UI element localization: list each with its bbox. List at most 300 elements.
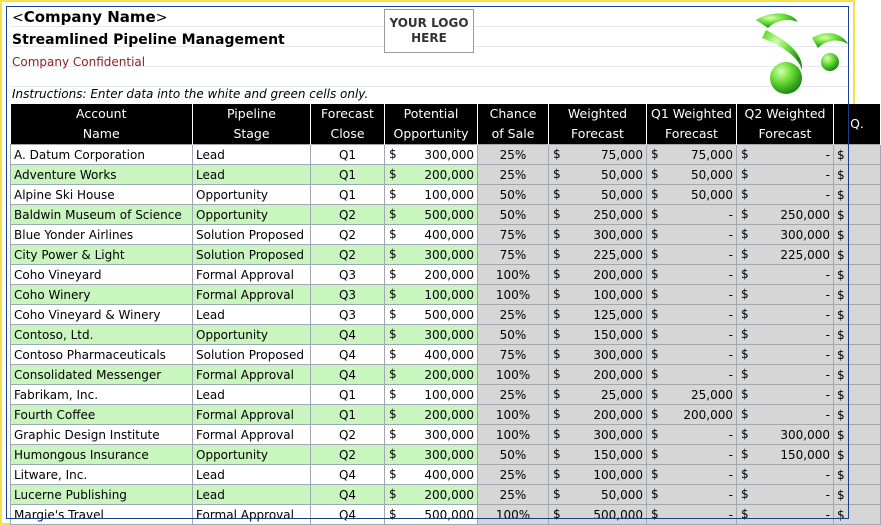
potential-opportunity-cell[interactable] <box>385 165 478 185</box>
pipeline-stage-cell[interactable]: Lead <box>193 145 311 165</box>
amount: - <box>728 467 733 482</box>
amount: 200,000 <box>424 267 474 282</box>
sheet-header <box>10 6 850 102</box>
next-quarter-cell[interactable] <box>834 505 881 525</box>
account-name-cell[interactable]: A. Datum Corporation <box>11 145 193 165</box>
currency-symbol: $ <box>741 507 749 521</box>
currency-symbol: $ <box>553 247 561 261</box>
q1-weighted-forecast-cell[interactable] <box>647 285 737 305</box>
next-quarter-cell[interactable] <box>834 325 881 345</box>
weighted-forecast-cell[interactable] <box>549 465 647 485</box>
pipeline-stage-cell[interactable]: Lead <box>193 385 311 405</box>
weighted-forecast-cell[interactable] <box>549 305 647 325</box>
amount: - <box>825 387 830 402</box>
currency-symbol: $ <box>741 447 749 461</box>
potential-opportunity-cell[interactable] <box>385 365 478 385</box>
weighted-forecast-cell[interactable] <box>549 485 647 505</box>
forecast-close-cell[interactable]: Q4 <box>311 465 385 485</box>
pipeline-stage-cell[interactable]: Formal Approval <box>193 365 311 385</box>
column-header[interactable] <box>834 104 881 145</box>
q2-weighted-forecast-cell[interactable] <box>737 245 834 265</box>
currency-symbol: $ <box>837 507 845 522</box>
excel-logo-icon <box>738 8 856 100</box>
amount: 300,000 <box>780 227 830 242</box>
forecast-close-cell[interactable]: Q3 <box>311 265 385 285</box>
potential-opportunity-cell[interactable] <box>385 185 478 205</box>
q1-weighted-forecast-cell[interactable] <box>647 385 737 405</box>
q2-weighted-forecast-cell[interactable] <box>737 385 834 405</box>
weighted-forecast-cell[interactable] <box>549 245 647 265</box>
weighted-forecast-cell[interactable] <box>549 325 647 345</box>
q1-weighted-forecast-cell[interactable] <box>647 445 737 465</box>
currency-symbol: $ <box>651 407 659 421</box>
amount: 100,000 <box>593 467 643 482</box>
forecast-close-cell[interactable]: Q2 <box>311 425 385 445</box>
amount: - <box>728 247 733 262</box>
forecast-close-cell[interactable]: Q4 <box>311 505 385 525</box>
currency-symbol: $ <box>389 447 397 461</box>
weighted-forecast-cell[interactable] <box>549 265 647 285</box>
account-name-cell[interactable]: Alpine Ski House <box>11 185 193 205</box>
table-body <box>11 145 881 525</box>
column-header[interactable] <box>478 104 549 145</box>
account-name-cell[interactable]: Consolidated Messenger <box>11 365 193 385</box>
q2-weighted-forecast-cell[interactable] <box>737 305 834 325</box>
weighted-forecast-cell[interactable] <box>549 425 647 445</box>
forecast-close-cell[interactable]: Q1 <box>311 165 385 185</box>
column-header[interactable] <box>385 104 478 145</box>
amount: - <box>825 187 830 202</box>
currency-symbol: $ <box>741 247 749 261</box>
account-name-cell[interactable]: Fabrikam, Inc. <box>11 385 193 405</box>
logo-placeholder[interactable] <box>384 9 474 53</box>
currency-symbol: $ <box>651 307 659 321</box>
forecast-close-cell[interactable]: Q1 <box>311 145 385 165</box>
column-header[interactable] <box>311 104 385 145</box>
currency-symbol: $ <box>389 287 397 301</box>
chance-of-sale-cell[interactable]: 50% <box>478 445 549 465</box>
currency-symbol: $ <box>651 267 659 281</box>
column-header[interactable] <box>193 104 311 145</box>
q1-weighted-forecast-cell[interactable] <box>647 465 737 485</box>
table-row <box>11 485 881 505</box>
account-name-cell[interactable]: Contoso Pharmaceuticals <box>11 345 193 365</box>
forecast-close-cell[interactable]: Q4 <box>311 325 385 345</box>
currency-symbol: $ <box>741 307 749 321</box>
q2-weighted-forecast-cell[interactable] <box>737 345 834 365</box>
q2-weighted-forecast-cell[interactable] <box>737 145 834 165</box>
chance-of-sale-cell[interactable]: 75% <box>478 225 549 245</box>
currency-symbol: $ <box>553 447 561 461</box>
account-name-cell[interactable]: Adventure Works <box>11 165 193 185</box>
amount: 500,000 <box>424 207 474 222</box>
q2-weighted-forecast-cell[interactable] <box>737 425 834 445</box>
column-header-line2: Forecast <box>758 126 812 141</box>
forecast-close-cell[interactable]: Q4 <box>311 485 385 505</box>
currency-symbol: $ <box>389 367 397 381</box>
currency-symbol: $ <box>389 207 397 221</box>
chance-of-sale-cell[interactable]: 25% <box>478 385 549 405</box>
pipeline-stage-cell[interactable]: Opportunity <box>193 325 311 345</box>
pipeline-stage-cell[interactable]: Solution Proposed <box>193 345 311 365</box>
currency-symbol: $ <box>837 227 845 242</box>
column-header-line2: Forecast <box>665 126 718 141</box>
forecast-close-cell[interactable]: Q1 <box>311 405 385 425</box>
potential-opportunity-cell[interactable] <box>385 325 478 345</box>
weighted-forecast-cell[interactable] <box>549 405 647 425</box>
q2-weighted-forecast-cell[interactable] <box>737 505 834 525</box>
amount: 300,000 <box>424 427 474 442</box>
currency-symbol: $ <box>389 347 397 361</box>
currency-symbol: $ <box>389 147 397 161</box>
currency-symbol: $ <box>741 327 749 341</box>
potential-opportunity-cell[interactable] <box>385 145 478 165</box>
amount: 50,000 <box>601 167 643 182</box>
currency-symbol: $ <box>651 347 659 361</box>
forecast-close-cell[interactable]: Q1 <box>311 385 385 405</box>
q2-weighted-forecast-cell[interactable] <box>737 485 834 505</box>
column-header-line2: Name <box>82 126 120 141</box>
column-header-line2: Stage <box>233 126 270 141</box>
next-quarter-cell[interactable] <box>834 445 881 465</box>
chance-of-sale-cell[interactable]: 25% <box>478 165 549 185</box>
potential-opportunity-cell[interactable] <box>385 305 478 325</box>
chance-of-sale-cell[interactable]: 100% <box>478 265 549 285</box>
amount: 150,000 <box>780 447 830 462</box>
potential-opportunity-cell[interactable] <box>385 285 478 305</box>
potential-opportunity-cell[interactable] <box>385 205 478 225</box>
potential-opportunity-cell[interactable] <box>385 445 478 465</box>
currency-symbol: $ <box>741 367 749 381</box>
potential-opportunity-cell[interactable] <box>385 465 478 485</box>
q2-weighted-forecast-cell[interactable] <box>737 465 834 485</box>
forecast-close-cell[interactable]: Q2 <box>311 245 385 265</box>
next-quarter-cell[interactable] <box>834 345 881 365</box>
currency-symbol: $ <box>553 207 561 221</box>
column-header-line1: Forecast <box>321 106 374 121</box>
currency-symbol: $ <box>651 167 659 181</box>
forecast-close-cell[interactable]: Q2 <box>311 225 385 245</box>
instructions-text[interactable]: Instructions: Enter data into the white and green cells only. <box>12 87 369 101</box>
next-quarter-cell[interactable] <box>834 165 881 185</box>
chance-of-sale-cell[interactable]: 100% <box>478 405 549 425</box>
confidential-label[interactable]: Company Confidential <box>12 55 146 69</box>
chance-of-sale-cell[interactable]: 50% <box>478 185 549 205</box>
currency-symbol: $ <box>389 487 397 501</box>
pipeline-stage-cell[interactable]: Formal Approval <box>193 265 311 285</box>
currency-symbol: $ <box>553 187 561 201</box>
amount: 50,000 <box>601 187 643 202</box>
currency-symbol: $ <box>389 327 397 341</box>
next-quarter-cell[interactable] <box>834 365 881 385</box>
q1-weighted-forecast-cell[interactable] <box>647 225 737 245</box>
column-header-line2: Close <box>330 126 365 141</box>
potential-opportunity-cell[interactable] <box>385 265 478 285</box>
table-row <box>11 245 881 265</box>
account-name-cell[interactable]: Coho Winery <box>11 285 193 305</box>
amount: 200,000 <box>683 407 733 422</box>
amount: - <box>728 447 733 462</box>
amount: 300,000 <box>424 327 474 342</box>
pipeline-stage-cell[interactable]: Formal Approval <box>193 405 311 425</box>
next-quarter-cell[interactable] <box>834 145 881 165</box>
next-quarter-cell[interactable] <box>834 205 881 225</box>
potential-opportunity-cell[interactable] <box>385 385 478 405</box>
currency-symbol: $ <box>389 187 397 201</box>
table-row <box>11 325 881 345</box>
next-quarter-cell[interactable] <box>834 225 881 245</box>
amount: - <box>825 147 830 162</box>
account-name-cell[interactable]: Fourth Coffee <box>11 405 193 425</box>
weighted-forecast-cell[interactable] <box>549 345 647 365</box>
forecast-close-cell[interactable]: Q2 <box>311 445 385 465</box>
next-quarter-cell[interactable] <box>834 185 881 205</box>
chance-of-sale-cell[interactable]: 75% <box>478 245 549 265</box>
pipeline-stage-cell[interactable]: Opportunity <box>193 185 311 205</box>
currency-symbol: $ <box>389 167 397 181</box>
weighted-forecast-cell[interactable] <box>549 145 647 165</box>
currency-symbol: $ <box>651 447 659 461</box>
q1-weighted-forecast-cell[interactable] <box>647 305 737 325</box>
logo-placeholder-line2: HERE <box>411 31 447 45</box>
chance-of-sale-cell[interactable]: 75% <box>478 345 549 365</box>
currency-symbol: $ <box>741 207 749 221</box>
column-header[interactable] <box>647 104 737 145</box>
q1-weighted-forecast-cell[interactable] <box>647 145 737 165</box>
q1-weighted-forecast-cell[interactable] <box>647 165 737 185</box>
account-name-cell[interactable]: Litware, Inc. <box>11 465 193 485</box>
q1-weighted-forecast-cell[interactable] <box>647 325 737 345</box>
currency-symbol: $ <box>837 187 845 202</box>
next-quarter-cell[interactable] <box>834 405 881 425</box>
potential-opportunity-cell[interactable] <box>385 485 478 505</box>
column-header[interactable] <box>11 104 193 145</box>
chance-of-sale-cell[interactable]: 25% <box>478 485 549 505</box>
weighted-forecast-cell[interactable] <box>549 385 647 405</box>
pipeline-stage-cell[interactable]: Lead <box>193 485 311 505</box>
table-row <box>11 445 881 465</box>
weighted-forecast-cell[interactable] <box>549 505 647 525</box>
weighted-forecast-cell[interactable] <box>549 285 647 305</box>
amount: 100,000 <box>424 287 474 302</box>
currency-symbol: $ <box>837 207 845 222</box>
q1-weighted-forecast-cell[interactable] <box>647 365 737 385</box>
weighted-forecast-cell[interactable] <box>549 185 647 205</box>
q1-weighted-forecast-cell[interactable] <box>647 185 737 205</box>
currency-symbol: $ <box>741 487 749 501</box>
currency-symbol: $ <box>651 367 659 381</box>
currency-symbol: $ <box>651 467 659 481</box>
column-header[interactable] <box>737 104 834 145</box>
amount: 200,000 <box>424 167 474 182</box>
forecast-close-cell[interactable]: Q3 <box>311 285 385 305</box>
amount: 225,000 <box>593 247 643 262</box>
next-quarter-cell[interactable] <box>834 265 881 285</box>
chance-of-sale-cell[interactable]: 50% <box>478 205 549 225</box>
currency-symbol: $ <box>389 467 397 481</box>
pipeline-stage-cell[interactable]: Solution Proposed <box>193 225 311 245</box>
amount: - <box>728 287 733 302</box>
account-name-cell[interactable]: Coho Vineyard <box>11 265 193 285</box>
account-name-cell[interactable]: City Power & Light <box>11 245 193 265</box>
q1-weighted-forecast-cell[interactable] <box>647 505 737 525</box>
amount: 25,000 <box>601 387 643 402</box>
chance-of-sale-cell[interactable]: 100% <box>478 285 549 305</box>
q1-weighted-forecast-cell[interactable] <box>647 245 737 265</box>
table-row <box>11 405 881 425</box>
currency-symbol: $ <box>741 227 749 241</box>
weighted-forecast-cell[interactable] <box>549 205 647 225</box>
amount: 500,000 <box>424 307 474 322</box>
account-name-cell[interactable]: Coho Vineyard & Winery <box>11 305 193 325</box>
currency-symbol: $ <box>553 147 561 161</box>
table-row <box>11 185 881 205</box>
amount: - <box>728 507 733 522</box>
q2-weighted-forecast-cell[interactable] <box>737 445 834 465</box>
q2-weighted-forecast-cell[interactable] <box>737 265 834 285</box>
potential-opportunity-cell[interactable] <box>385 225 478 245</box>
potential-opportunity-cell[interactable] <box>385 425 478 445</box>
account-name-cell[interactable]: Lucerne Publishing <box>11 485 193 505</box>
chance-of-sale-cell[interactable]: 50% <box>478 325 549 345</box>
chance-of-sale-cell[interactable]: 25% <box>478 465 549 485</box>
currency-symbol: $ <box>741 187 749 201</box>
currency-symbol: $ <box>389 267 397 281</box>
pipeline-stage-cell[interactable]: Formal Approval <box>193 425 311 445</box>
currency-symbol: $ <box>837 447 845 462</box>
pipeline-stage-cell[interactable]: Formal Approval <box>193 285 311 305</box>
chance-of-sale-cell[interactable]: 25% <box>478 305 549 325</box>
q1-weighted-forecast-cell[interactable] <box>647 425 737 445</box>
account-name-cell[interactable]: Humongous Insurance <box>11 445 193 465</box>
currency-symbol: $ <box>651 507 659 521</box>
amount: - <box>825 307 830 322</box>
currency-symbol: $ <box>553 507 561 521</box>
amount: - <box>825 407 830 422</box>
amount: 400,000 <box>424 467 474 482</box>
account-name-cell[interactable]: Baldwin Museum of Science <box>11 205 193 225</box>
amount: - <box>825 367 830 382</box>
currency-symbol: $ <box>837 407 845 422</box>
pipeline-stage-cell[interactable]: Opportunity <box>193 445 311 465</box>
column-header-line1: Q. <box>850 116 864 131</box>
q2-weighted-forecast-cell[interactable] <box>737 225 834 245</box>
pipeline-stage-cell[interactable]: Opportunity <box>193 205 311 225</box>
q1-weighted-forecast-cell[interactable] <box>647 405 737 425</box>
q2-weighted-forecast-cell[interactable] <box>737 285 834 305</box>
amount: - <box>728 207 733 222</box>
account-name-cell[interactable]: Contoso, Ltd. <box>11 325 193 345</box>
next-quarter-cell[interactable] <box>834 285 881 305</box>
amount: 50,000 <box>691 167 733 182</box>
q1-weighted-forecast-cell[interactable] <box>647 265 737 285</box>
potential-opportunity-cell[interactable] <box>385 405 478 425</box>
table-row <box>11 385 881 405</box>
weighted-forecast-cell[interactable] <box>549 225 647 245</box>
forecast-close-cell[interactable]: Q3 <box>311 305 385 325</box>
forecast-close-cell[interactable]: Q2 <box>311 205 385 225</box>
currency-symbol: $ <box>837 387 845 402</box>
currency-symbol: $ <box>553 287 561 301</box>
chance-of-sale-cell[interactable]: 100% <box>478 365 549 385</box>
pipeline-stage-cell[interactable]: Lead <box>193 305 311 325</box>
forecast-close-cell[interactable]: Q4 <box>311 345 385 365</box>
amount: - <box>825 347 830 362</box>
q2-weighted-forecast-cell[interactable] <box>737 185 834 205</box>
currency-symbol: $ <box>651 287 659 301</box>
amount: - <box>825 327 830 342</box>
pipeline-stage-cell[interactable]: Lead <box>193 465 311 485</box>
chance-of-sale-cell[interactable]: 100% <box>478 425 549 445</box>
next-quarter-cell[interactable] <box>834 425 881 445</box>
account-name-cell[interactable]: Blue Yonder Airlines <box>11 225 193 245</box>
currency-symbol: $ <box>389 307 397 321</box>
amount: 25,000 <box>691 387 733 402</box>
chance-of-sale-cell[interactable]: 25% <box>478 145 549 165</box>
company-name: Company Name <box>23 8 156 26</box>
q2-weighted-forecast-cell[interactable] <box>737 205 834 225</box>
q2-weighted-forecast-cell[interactable] <box>737 165 834 185</box>
currency-symbol: $ <box>741 167 749 181</box>
weighted-forecast-cell[interactable] <box>549 445 647 465</box>
amount: 150,000 <box>593 327 643 342</box>
amount: 300,000 <box>593 347 643 362</box>
currency-symbol: $ <box>553 347 561 361</box>
q1-weighted-forecast-cell[interactable] <box>647 345 737 365</box>
column-header-line1: Chance <box>489 106 537 121</box>
next-quarter-cell[interactable] <box>834 485 881 505</box>
potential-opportunity-cell[interactable] <box>385 505 478 525</box>
forecast-close-cell[interactable]: Q1 <box>311 185 385 205</box>
currency-symbol: $ <box>553 467 561 481</box>
pipeline-stage-cell[interactable]: Formal Approval <box>193 505 311 525</box>
potential-opportunity-cell[interactable] <box>385 245 478 265</box>
forecast-close-cell[interactable]: Q4 <box>311 365 385 385</box>
pipeline-stage-cell[interactable]: Solution Proposed <box>193 245 311 265</box>
currency-symbol: $ <box>553 327 561 341</box>
next-quarter-cell[interactable] <box>834 465 881 485</box>
chance-of-sale-cell[interactable]: 100% <box>478 505 549 525</box>
next-quarter-cell[interactable] <box>834 385 881 405</box>
next-quarter-cell[interactable] <box>834 305 881 325</box>
amount: 300,000 <box>424 147 474 162</box>
q1-weighted-forecast-cell[interactable] <box>647 205 737 225</box>
weighted-forecast-cell[interactable] <box>549 165 647 185</box>
q2-weighted-forecast-cell[interactable] <box>737 365 834 385</box>
q2-weighted-forecast-cell[interactable] <box>737 325 834 345</box>
currency-symbol: $ <box>741 287 749 301</box>
weighted-forecast-cell[interactable] <box>549 365 647 385</box>
q2-weighted-forecast-cell[interactable] <box>737 405 834 425</box>
account-name-cell[interactable]: Margie's Travel <box>11 505 193 525</box>
company-name-cell[interactable]: <Company Name> <box>12 8 168 26</box>
currency-symbol: $ <box>553 307 561 321</box>
pipeline-stage-cell[interactable]: Lead <box>193 165 311 185</box>
currency-symbol: $ <box>741 347 749 361</box>
currency-symbol: $ <box>651 207 659 221</box>
next-quarter-cell[interactable] <box>834 245 881 265</box>
column-header-line2: Opportunity <box>393 126 469 141</box>
amount: 300,000 <box>593 427 643 442</box>
sheet-title[interactable]: Streamlined Pipeline Management <box>12 32 285 48</box>
table-row <box>11 505 881 525</box>
q1-weighted-forecast-cell[interactable] <box>647 485 737 505</box>
potential-opportunity-cell[interactable] <box>385 345 478 365</box>
amount: 400,000 <box>424 227 474 242</box>
amount: 150,000 <box>593 447 643 462</box>
column-header[interactable] <box>549 104 647 145</box>
account-name-cell[interactable]: Graphic Design Institute <box>11 425 193 445</box>
